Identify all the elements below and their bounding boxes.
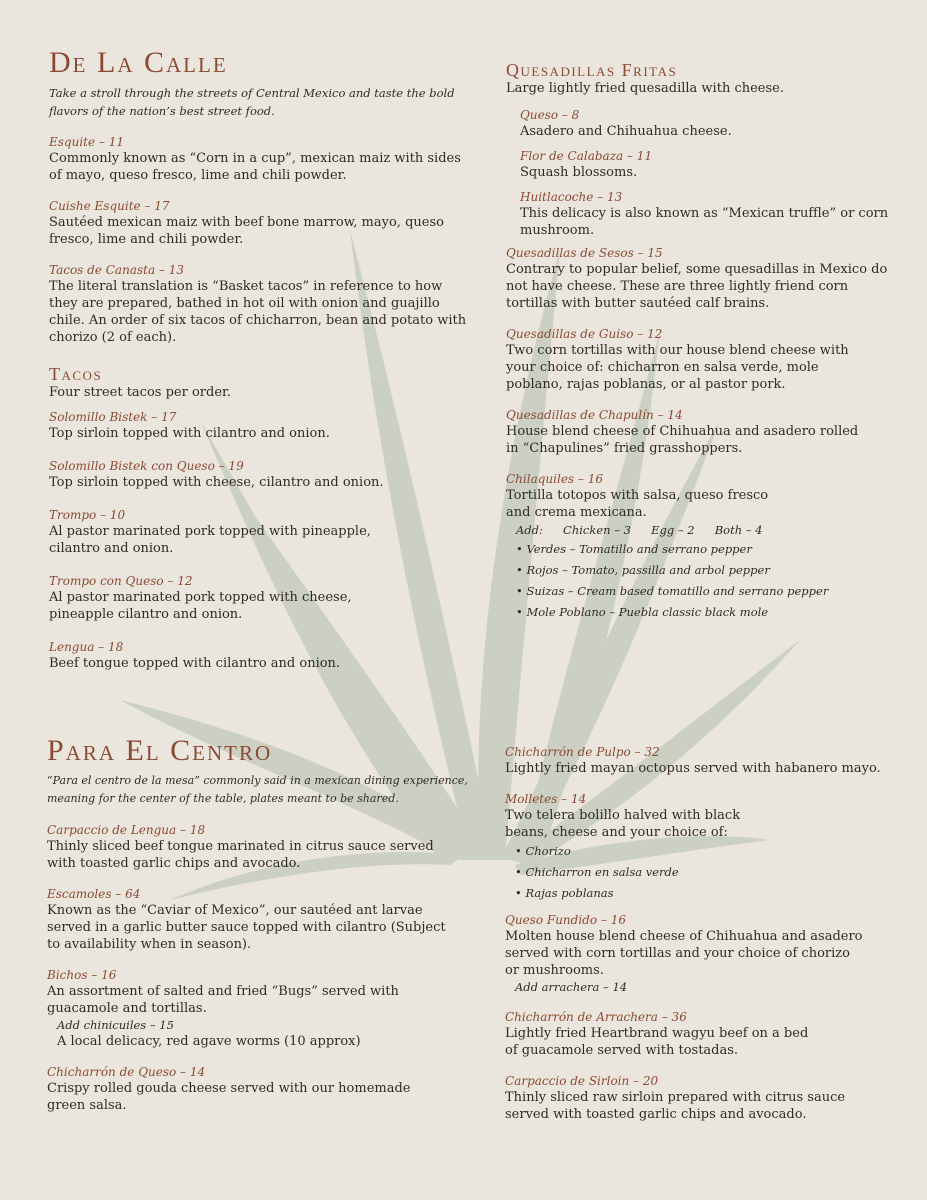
salsa-option: • Mole Poblano – Puebla classic black mole: [506, 602, 896, 623]
item-name: Tacos de Canasta – 13: [49, 263, 184, 277]
menu-item: [49, 573, 419, 623]
item-name: Esquite – 11: [49, 135, 124, 149]
item-name: Chicharrón de Arrachera – 36: [505, 1010, 687, 1024]
item-desc-line: and crema mexicana.: [506, 505, 647, 520]
item-name: Huitlacoche – 13: [520, 190, 623, 204]
item-desc-line: Tortilla totopos with salsa, queso fresco: [506, 488, 769, 503]
item-name: Chilaquiles – 16: [506, 472, 603, 486]
queso-fundido-item: [505, 912, 865, 995]
item-desc: Contrary to popular belief, some quesadillas in Mexico do not have cheese. These are three lightly friend corn tortillas with butter sautéed calf brains.: [506, 262, 888, 311]
item-name: Quesadillas de Chapulín – 14: [506, 408, 683, 422]
item-name: Queso – 8: [520, 108, 580, 122]
item-name: Quesadillas de Sesos – 15: [506, 246, 663, 260]
item-desc: Squash blossoms.: [520, 165, 638, 180]
quesadillas-intro: Large lightly fried quesadilla with cheese.: [506, 81, 784, 96]
para-el-centro-section: [47, 736, 467, 1114]
para-el-centro-intro: “Para el centro de la mesa” commonly said in a mexican dining experience, meaning for the center of the table, plates meant to be shared.: [47, 774, 468, 805]
item-desc: Two corn tortillas with our house blend cheese with your choice of: chicharron en salsa verde, mole poblano, rajas poblanas, or al pastor pork.: [506, 343, 849, 392]
item-name: Molletes – 14: [505, 792, 587, 806]
menu-item: [505, 744, 885, 777]
add-label: Add:: [516, 523, 543, 537]
item-name: Cuishe Esquite – 17: [49, 199, 170, 213]
item-add: Add chinicuiles – 15: [57, 1018, 174, 1032]
menu-item: [47, 886, 447, 953]
menu-item: [47, 1064, 447, 1114]
para-el-centro-title: Para El Centro: [47, 734, 273, 767]
item-name: Quesadillas de Guiso – 12: [506, 327, 663, 341]
menu-item: [49, 507, 419, 557]
menu-item: [520, 148, 896, 181]
tacos-section: [49, 364, 469, 672]
menu-item: [49, 458, 469, 491]
item-desc: Lightly fried Heartbrand wagyu beef on a bed of guacamole served with tostadas.: [505, 1026, 809, 1058]
salsa-option: • Verdes – Tomatillo and serrano pepper: [506, 539, 896, 560]
item-desc: Thinly sliced beef tongue marinated in citrus sauce served with toasted garlic chips and avocado.: [47, 839, 434, 871]
item-desc: Lightly fried mayan octopus served with habanero mayo.: [505, 761, 881, 776]
item-desc: Beef tongue topped with cilantro and onion.: [49, 656, 341, 671]
option: • Chorizo: [505, 841, 785, 862]
chilaquiles-add-options: [506, 522, 896, 539]
item-name: Carpaccio de Sirloin – 20: [505, 1074, 659, 1088]
item-name: Solomillo Bistek – 17: [49, 410, 177, 424]
item-desc: Al pastor marinated pork topped with pineapple, cilantro and onion.: [49, 524, 371, 556]
item-name: Carpaccio de Lengua – 18: [47, 823, 206, 837]
item-desc: Molten house blend cheese of Chihuahua and asadero served with corn tortillas and your choice of chorizo or mushrooms.: [505, 929, 863, 978]
item-desc: Al pastor marinated pork topped with cheese, pineapple cilantro and onion.: [49, 590, 352, 622]
item-desc: Asadero and Chihuahua cheese.: [520, 124, 732, 139]
item-desc: Two telera bolillo halved with black beans, cheese and your choice of:: [505, 808, 741, 840]
add-option: Egg – 2: [651, 523, 695, 537]
option: • Chicharron en salsa verde: [505, 862, 785, 883]
quesadillas-section: [506, 60, 896, 623]
item-name: Lengua – 18: [49, 640, 124, 654]
item-name: Queso Fundido – 16: [505, 913, 626, 927]
item-desc: Known as the “Caviar of Mexico”, our sautéed ant larvae served in a garlic butter sauce topped with cilantro (Subject to availability when in season).: [47, 903, 446, 952]
menu-item: [49, 639, 469, 672]
item-desc: Top sirloin topped with cilantro and onion.: [49, 426, 330, 441]
menu-item: [520, 189, 896, 239]
add-option: Chicken – 3: [563, 523, 631, 537]
menu-item: [520, 107, 896, 140]
item-name: Bichos – 16: [47, 968, 117, 982]
centro-right-column: [505, 744, 885, 1123]
menu-item: [49, 409, 469, 442]
item-desc: Sautéed mexican maiz with beef bone marrow, mayo, queso fresco, lime and chili powder.: [49, 215, 444, 247]
item-name: Escamoles – 64: [47, 887, 141, 901]
menu-item: [505, 1009, 825, 1059]
item-name: Flor de Calabaza – 11: [520, 149, 653, 163]
menu-item: [506, 407, 866, 457]
de-la-calle-section: [49, 48, 469, 672]
item-desc: This delicacy is also known as “Mexican truffle” or corn mushroom.: [520, 206, 889, 238]
menu-item: [49, 198, 469, 248]
tacos-title: Tacos: [49, 364, 103, 384]
item-name: Chicharrón de Pulpo – 32: [505, 745, 660, 759]
menu-item: [506, 245, 896, 312]
menu-item: [49, 134, 469, 184]
item-name: Trompo con Queso – 12: [49, 574, 193, 588]
item-name: Chicharrón de Queso – 14: [47, 1065, 206, 1079]
chilaquiles-item: [506, 471, 896, 623]
bichos-item: [47, 967, 407, 1050]
tacos-intro: Four street tacos per order.: [49, 385, 231, 400]
item-add: Add arrachera – 14: [515, 980, 628, 994]
de-la-calle-intro: Take a stroll through the streets of Central Mexico and taste the bold flavors of the nation’s best street food.: [49, 86, 455, 118]
item-desc: Commonly known as “Corn in a cup”, mexican maiz with sides of mayo, queso fresco, lime and chili powder.: [49, 151, 461, 183]
item-desc: House blend cheese of Chihuahua and asadero rolled in “Chapulines” fried grasshoppers.: [506, 424, 859, 456]
menu-item: [49, 262, 469, 346]
item-desc: Top sirloin topped with cheese, cilantro and onion.: [49, 475, 384, 490]
item-add-desc: A local delicacy, red agave worms (10 approx): [57, 1034, 361, 1049]
salsa-option: • Suizas – Cream based tomatillo and serrano pepper: [506, 581, 896, 602]
item-desc: Thinly sliced raw sirloin prepared with citrus sauce served with toasted garlic chips and avocado.: [505, 1090, 846, 1122]
menu-item: [506, 326, 866, 393]
de-la-calle-title: De La Calle: [49, 46, 228, 79]
option: • Rajas poblanas: [505, 883, 785, 904]
salsa-option: • Rojos – Tomato, passilla and arbol pepper: [506, 560, 896, 581]
menu-item: [47, 822, 447, 872]
item-desc: An assortment of salted and fried “Bugs” served with guacamole and tortillas.: [47, 984, 399, 1016]
item-name: Trompo – 10: [49, 508, 126, 522]
item-desc: Crispy rolled gouda cheese served with our homemade green salsa.: [47, 1081, 411, 1113]
menu-item: [505, 1073, 885, 1123]
quesadillas-title: Quesadillas Fritas: [506, 60, 678, 80]
add-option: Both – 4: [714, 523, 763, 537]
item-desc: The literal translation is “Basket tacos” in reference to how they are prepared, bathed in hot oil with onion and guajillo chile. An order of six tacos of chicharron, bean and potato with chorizo (2 of each).: [49, 279, 467, 345]
item-name: Solomillo Bistek con Queso – 19: [49, 459, 244, 473]
molletes-item: [505, 791, 785, 904]
